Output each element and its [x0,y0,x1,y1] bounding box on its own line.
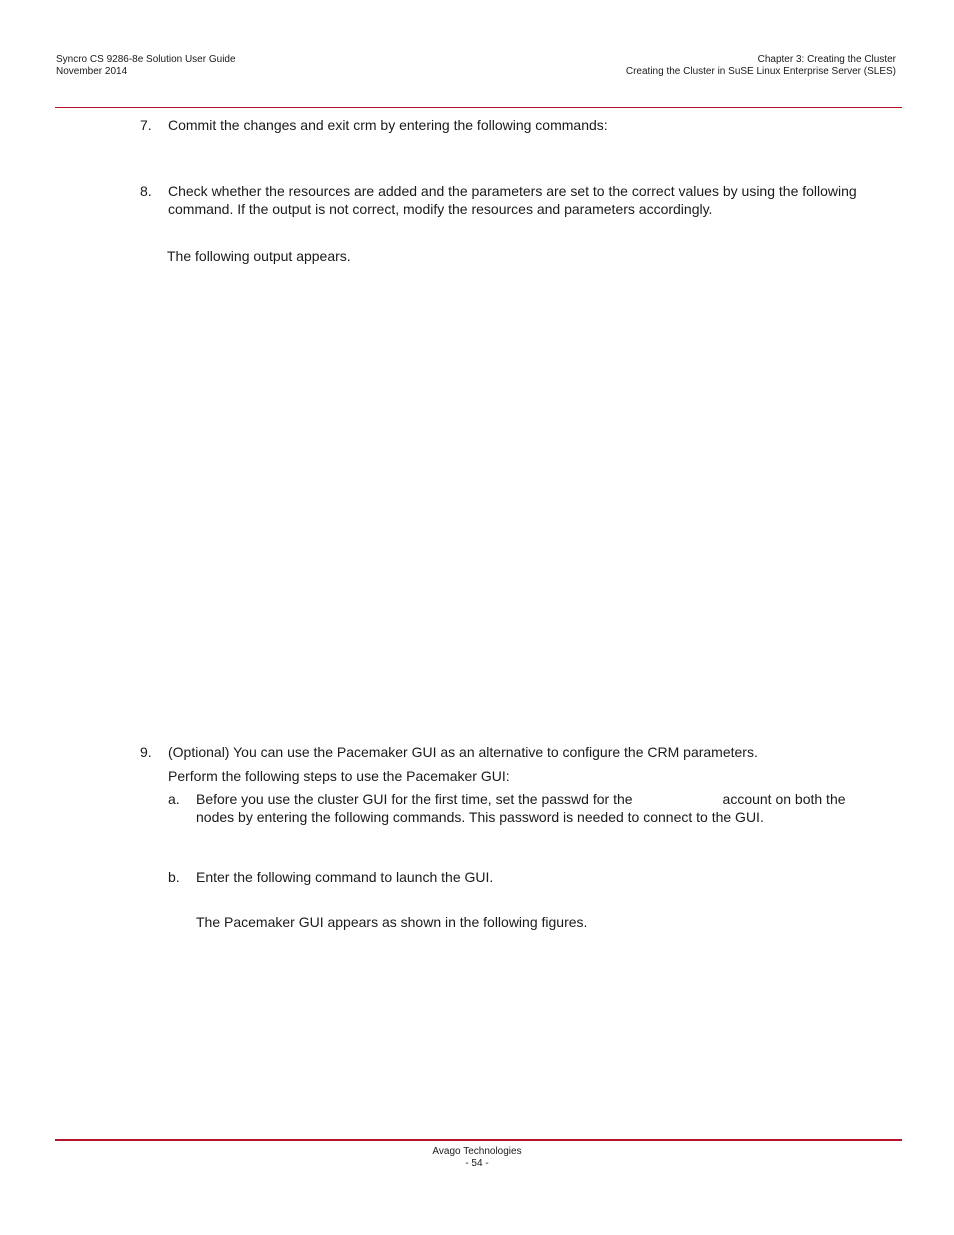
substep-a-text [196,790,886,826]
page-number: - 54 - [465,1158,489,1169]
footer-company: Avago Technologies [432,1146,522,1157]
substep-b-letter: b. [168,869,180,885]
running-header-right [626,54,896,78]
step-8-output-text: The following output appears. [167,248,351,264]
step-8-text [168,182,898,218]
running-header-left [56,54,236,78]
step-8-text-line2: command. If the output is not correct, modify the resources and parameters accordingly. [168,201,713,217]
substep-b-result-text: The Pacemaker GUI appears as shown in the following figures. [196,914,588,930]
footer-divider [55,1139,902,1141]
substep-a-text-line2: nodes by entering the following commands. This password is needed to connect to the GUI. [196,809,764,825]
substep-a-text-part2: account on both the [722,791,846,807]
step-8-number: 8. [140,183,152,199]
step-7-number: 7. [140,117,152,133]
substep-a-letter: a. [168,791,180,807]
step-7-text: Commit the changes and exit crm by entering the following commands: [168,117,608,133]
header-divider [55,107,902,108]
substep-a-text-part1: Before you use the cluster GUI for the first time, set the passwd for the [196,791,633,807]
document-title: Syncro CS 9286-8e Solution User Guide [56,54,236,65]
step-8-text-line1: Check whether the resources are added and the parameters are set to the correct values by using the following [168,183,857,199]
page-footer [0,1146,954,1170]
document-date: November 2014 [56,66,128,77]
step-9-number: 9. [140,744,152,760]
step-9-text: (Optional) You can use the Pacemaker GUI as an alternative to configure the CRM parameters. [168,744,758,760]
substep-b-text: Enter the following command to launch the GUI. [196,869,494,885]
chapter-title: Chapter 3: Creating the Cluster [757,54,896,65]
step-9-intro-text: Perform the following steps to use the Pacemaker GUI: [168,768,510,784]
section-title: Creating the Cluster in SuSE Linux Enterprise Server (SLES) [625,66,896,77]
